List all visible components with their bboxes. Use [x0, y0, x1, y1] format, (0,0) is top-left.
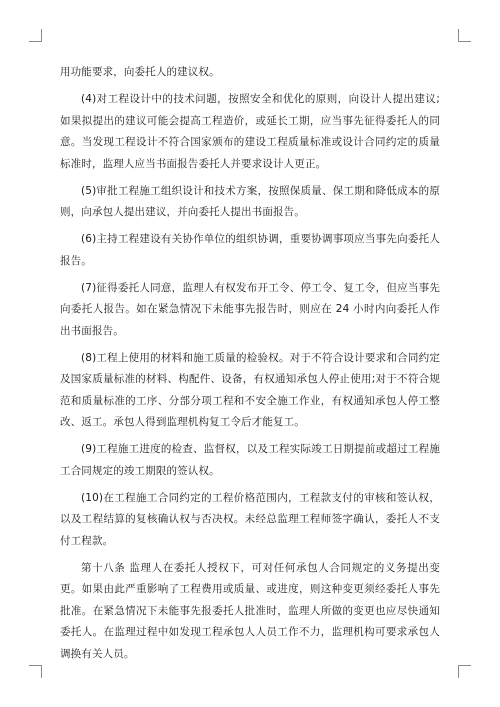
paragraph-article-18: 第十八条 监理人在委托人授权下，可对任何承包人合同规定的义务提出变更。如果由此严重影响了工程费用或质量、或进度，则这种变更须经委托人事先批准。在紧急情况下未能事先报委托人批准时，监理人所做的变更也应尽快通知委托人。在监理过程中如发现工程承包人人员工作不力，监理机构可要求承包人调换有关人员。 [60, 561, 440, 660]
paragraph-item-10: (10)在工程施工合同约定的工程价格范围内，工程款支付的审核和签认权，以及工程结算的复核确认权与否决权。未经总监理工程师签字确认，委托人不支付工程款。 [60, 491, 440, 547]
paragraph-item-8: (8)工程上使用的材料和施工质量的检验权。对于不符合设计要求和合同约定及国家质量标准的材料、构配件、设备，有权通知承包人停止使用;对于不符合规范和质量标准的工序、分部分项工程和不安全施工作业，有权通知承包人停工整改、返工。承包人得到监理机构复工令后才能复工。 [60, 351, 440, 428]
document-body [60, 62, 440, 671]
crop-mark-top-right [458, 29, 471, 42]
crop-mark-bottom-right [458, 665, 471, 678]
paragraph-item-6: (6)主持工程建设有关协作单位的组织协调，重要协调事项应当事先向委托人报告。 [60, 233, 440, 267]
paragraph-item-7: (7)征得委托人同意，监理人有权发布开工令、停工令、复工令，但应当事先向委托人报告。如在紧急情况下未能事先报告时，则应在 24 小时内向委托人作出书面报告。 [60, 281, 440, 337]
paragraph-continuation: 用功能要求，向委托人的建议权。 [60, 66, 220, 78]
crop-mark-top-left [29, 29, 42, 42]
paragraph-item-9: (9)工程施工进度的检查、监督权，以及工程实际竣工日期提前或超过工程施工合同规定的竣工期限的签认权。 [60, 443, 440, 477]
paragraph-item-5: (5)审批工程施工组织设计和技术方案，按照保质量、保工期和降低成本的原则，向承包人提出建议，并向委托人提出书面报告。 [60, 184, 440, 218]
paragraph-item-4: (4)对工程设计中的技术问题，按照安全和优化的原则，向设计人提出建议;如果拟提出的建议可能会提高工程造价，或延长工期，应当事先征得委托人的同意。当发现工程设计不符合国家颁布的建设工程质量标准或设计合同约定的质量标准时，监理人应当书面报告委托人并要求设计人更正。 [60, 93, 440, 170]
crop-mark-bottom-left [29, 665, 42, 678]
